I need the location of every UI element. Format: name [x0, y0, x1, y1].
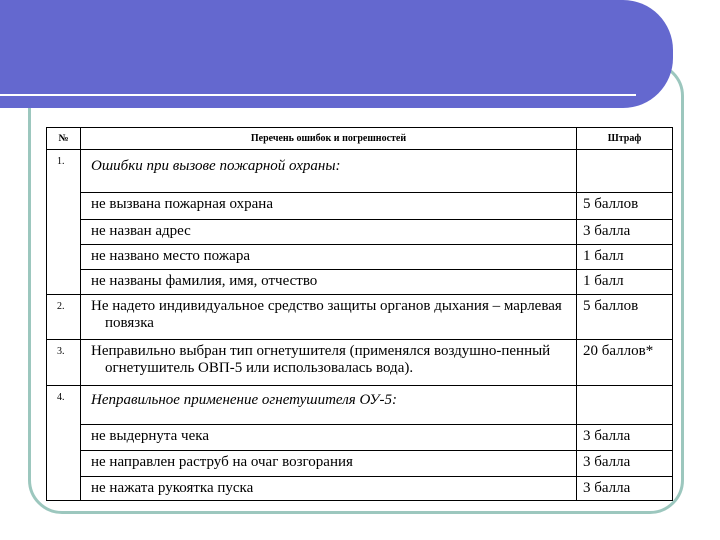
header-penalty: Штраф — [577, 128, 673, 150]
banner-divider — [0, 94, 636, 96]
table-row — [47, 193, 673, 220]
table-row — [47, 220, 673, 245]
header-num: № — [47, 128, 81, 150]
row-penalty: 3 балла — [577, 477, 673, 501]
table-row — [47, 245, 673, 270]
row-number — [47, 193, 81, 220]
row-number: 1. — [47, 150, 81, 193]
row-text: Ошибки при вызове пожарной охраны: — [81, 150, 577, 193]
table-row — [47, 340, 673, 386]
row-penalty: 3 балла — [577, 451, 673, 477]
row-text: Неправильно выбран тип огнетушителя (применялся воздушно-пенный огнетушитель ОВП-5 или использовалась вода). — [81, 340, 577, 386]
row-penalty: 5 баллов — [577, 193, 673, 220]
table-row — [47, 451, 673, 477]
table-row — [47, 150, 673, 193]
row-penalty: 5 баллов — [577, 295, 673, 340]
table-row — [47, 295, 673, 340]
table-row — [47, 270, 673, 295]
row-text: не названы фамилия, имя, отчество — [81, 270, 577, 295]
row-number: 3. — [47, 340, 81, 386]
row-number — [47, 220, 81, 245]
row-number — [47, 425, 81, 451]
row-text: не нажата рукоятка пуска — [81, 477, 577, 501]
row-text: не направлен раструб на очаг возгорания — [81, 451, 577, 477]
row-penalty: 1 балл — [577, 245, 673, 270]
row-text: Не надето индивидуальное средство защиты органов дыхания – марлевая повязка — [81, 295, 577, 340]
table-row — [47, 425, 673, 451]
row-text: не выдернута чека — [81, 425, 577, 451]
row-penalty — [577, 386, 673, 425]
row-penalty — [577, 150, 673, 193]
row-penalty: 20 баллов* — [577, 340, 673, 386]
row-text: не названо место пожара — [81, 245, 577, 270]
row-number: 2. — [47, 295, 81, 340]
row-number — [47, 451, 81, 477]
row-penalty: 3 балла — [577, 220, 673, 245]
title-banner — [0, 0, 673, 108]
header-list: Перечень ошибок и погрешностей — [81, 128, 577, 150]
row-text: Неправильное применение огнетушителя ОУ-5: — [81, 386, 577, 425]
row-number: 4. — [47, 386, 81, 425]
row-number — [47, 245, 81, 270]
table-row — [47, 386, 673, 425]
row-penalty: 1 балл — [577, 270, 673, 295]
table-header-row — [47, 128, 673, 150]
row-penalty: 3 балла — [577, 425, 673, 451]
table-row — [47, 477, 673, 501]
row-text: не вызвана пожарная охрана — [81, 193, 577, 220]
row-number — [47, 270, 81, 295]
row-number — [47, 477, 81, 501]
penalty-table — [46, 127, 673, 501]
row-text: не назван адрес — [81, 220, 577, 245]
